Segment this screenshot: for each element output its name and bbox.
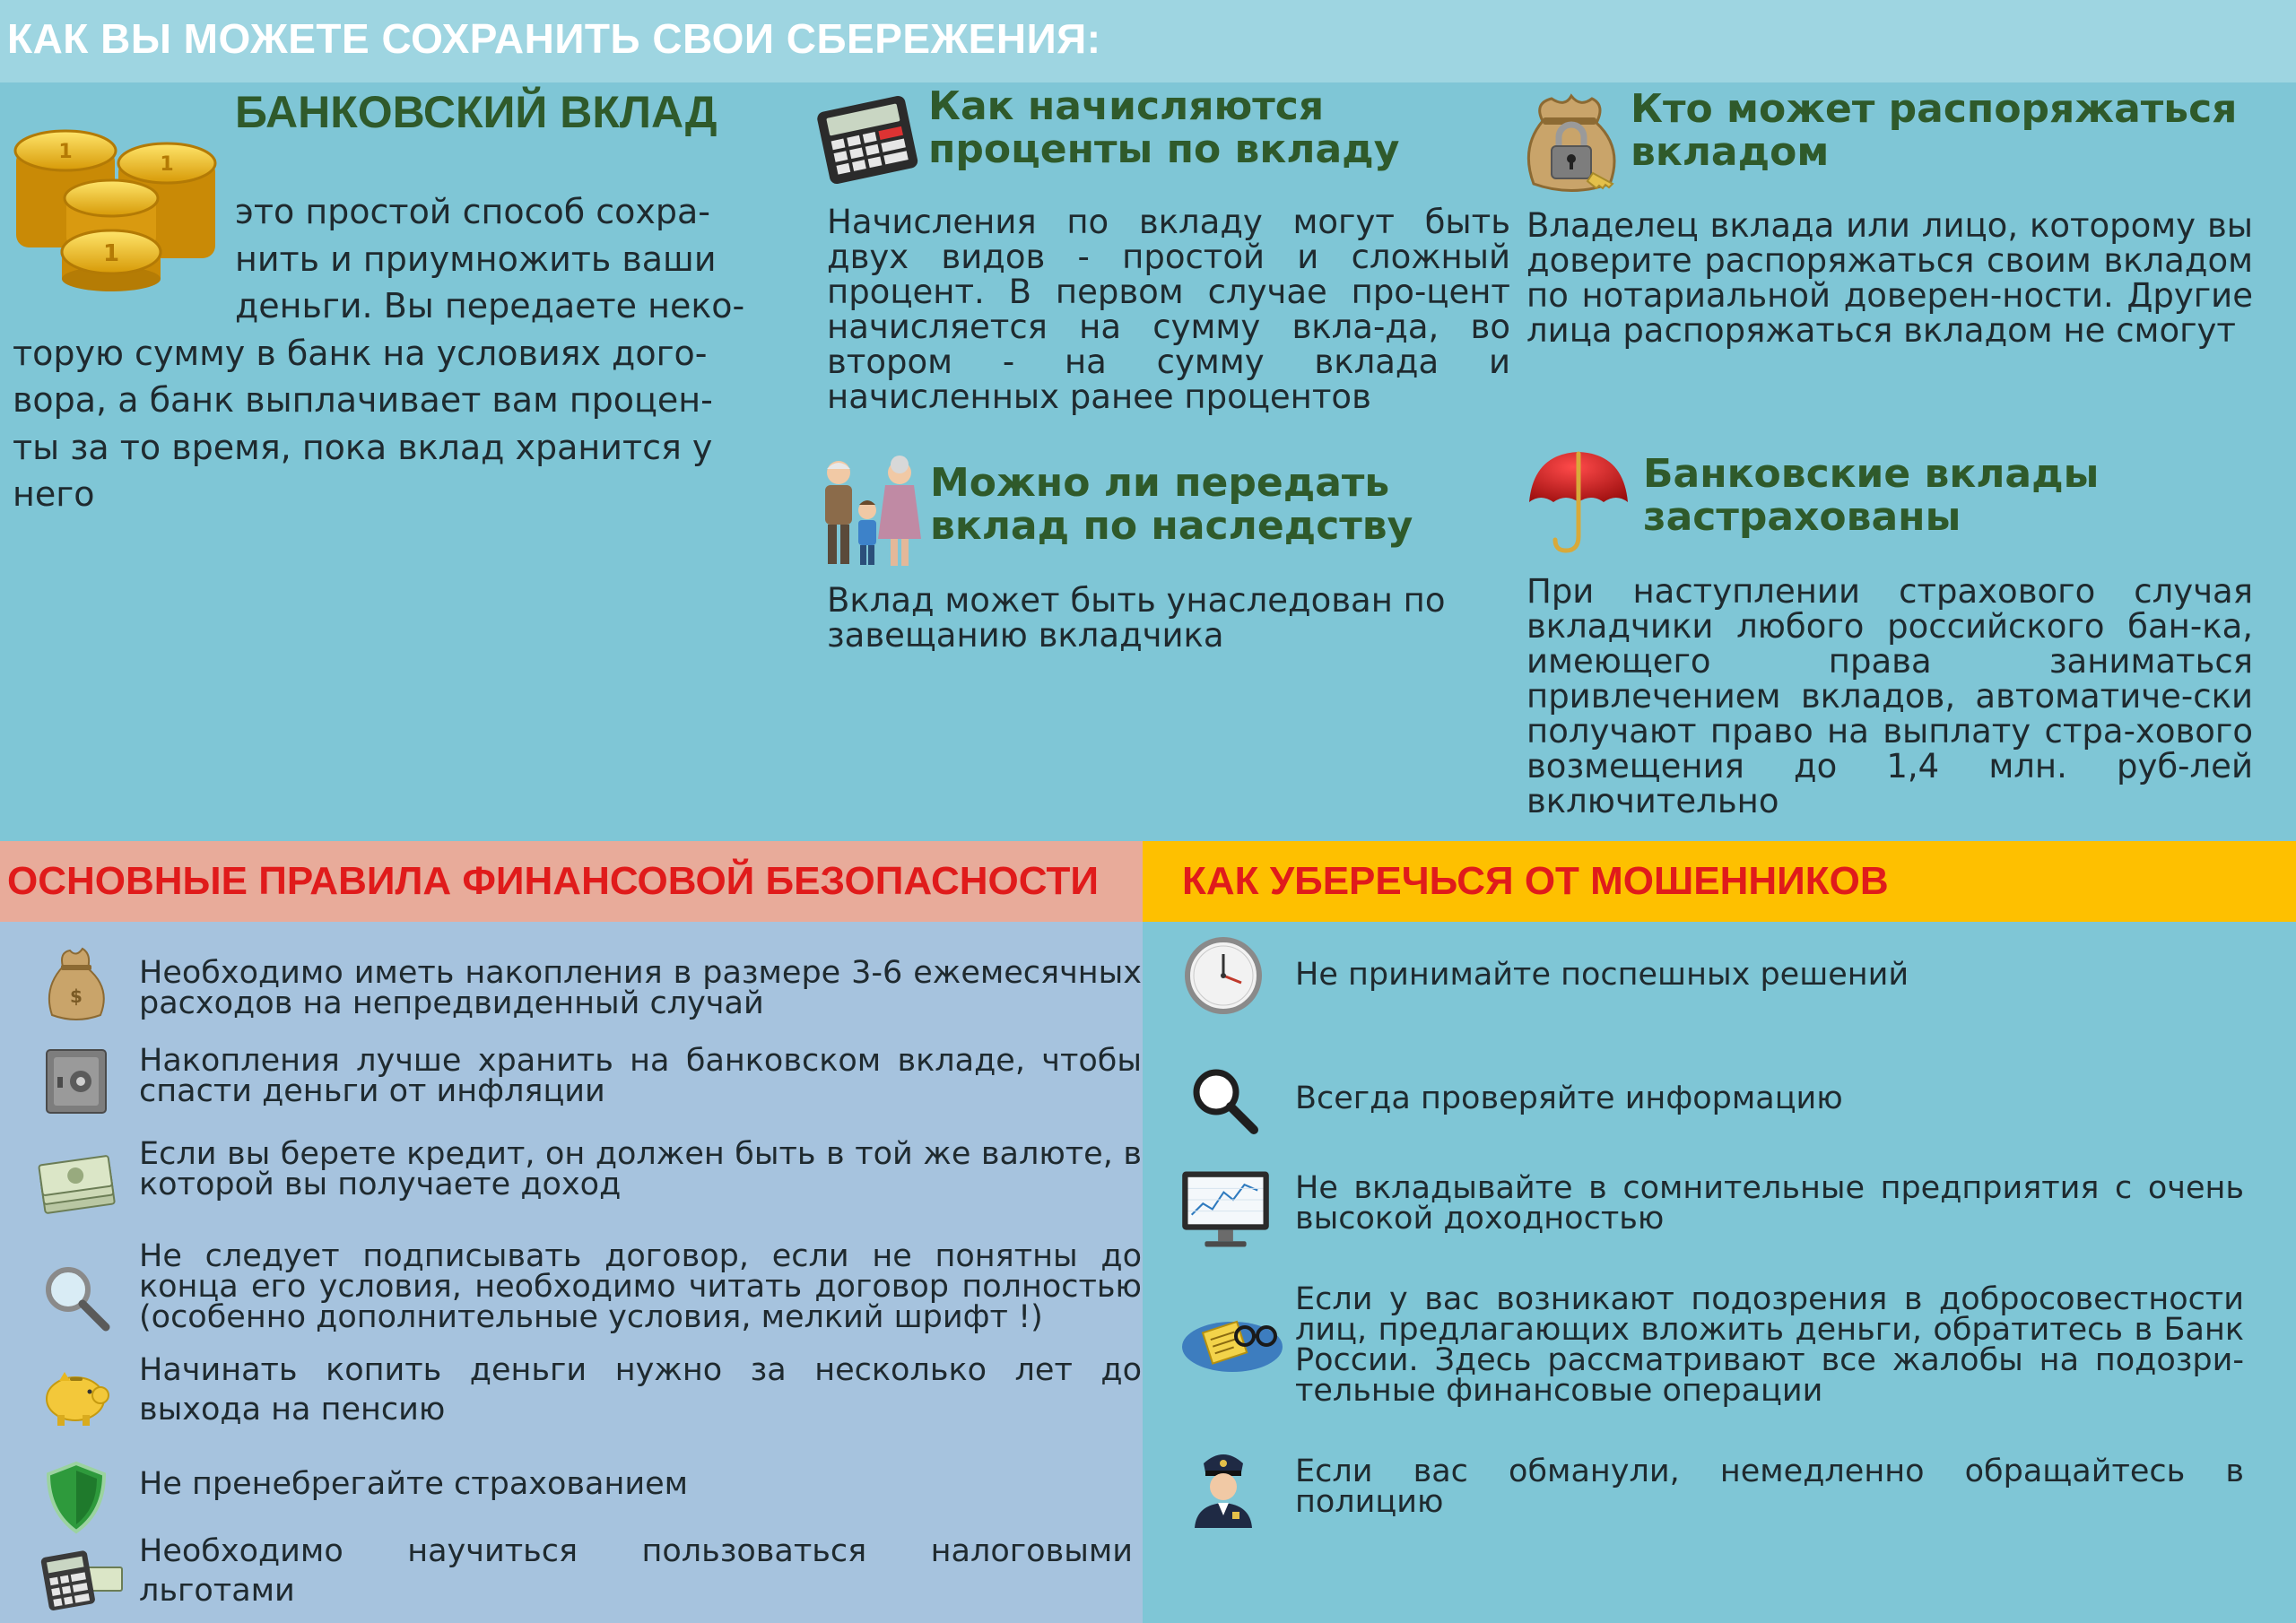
rules-header: [0, 841, 1143, 922]
piggy-bank-icon: [36, 1354, 117, 1435]
insured-title-line: Банковские вклады: [1643, 451, 2100, 497]
fraud-list: [1143, 922, 2296, 1623]
rule-text: Не следует подписывать договор, если не понятны до конца его условия, необходимо читать договор полностью (особенно дополнительные условия, мелкий шрифт !): [139, 1238, 1142, 1335]
fraud-text: Если вас обманули, немедленно обращайтесь в полицию: [1295, 1454, 2244, 1520]
bank-deposit-title: БАНКОВСКИЙ ВКЛАД: [235, 87, 718, 137]
family-icon: [812, 453, 926, 569]
interest-title: [928, 85, 1399, 170]
inheritance-title-line: вклад по наследству: [930, 502, 1413, 549]
calculator-icon: [812, 94, 924, 184]
inheritance-title-line: Можно ли передать: [930, 460, 1390, 506]
money-bag-icon: [36, 942, 117, 1022]
rules-list: [0, 922, 1143, 1623]
bank-text-line: ты за то время, пока вклад хранится у: [13, 427, 713, 467]
svg-text:$: $: [70, 985, 83, 1007]
who-manages-title-line: Кто может распоряжаться: [1631, 86, 2238, 132]
top-header: [0, 0, 2296, 82]
magnifier-icon: [36, 1259, 117, 1340]
bank-text-line: него: [13, 474, 95, 514]
fraud-text: Не вкладывайте в сомнительные предприятия с очень высокой доходностью: [1295, 1170, 2244, 1237]
money-bag-lock-icon: [1516, 85, 1628, 197]
rule-text: Накопления лучше хранить на банковском вкладе, чтобы спасти деньги от инфляции: [139, 1043, 1142, 1109]
umbrella-icon: [1525, 447, 1632, 559]
bank-deposit-text: [13, 188, 777, 518]
inheritance-text: Вклад может быть унаследован по завещанию вкладчика: [827, 581, 1446, 655]
rules-title: ОСНОВНЫЕ ПРАВИЛА ФИНАНСОВОЙ БЕЗОПАСНОСТИ: [7, 859, 1099, 903]
magnifier-icon: [1178, 1056, 1268, 1146]
police-officer-icon: [1178, 1442, 1268, 1532]
bank-text-line: торую сумму в банк на условиях дого-: [13, 333, 708, 373]
svg-text:1: 1: [58, 141, 73, 163]
fraud-header: [1143, 841, 2296, 922]
clock-icon: [1178, 931, 1268, 1020]
interest-title-line: Как начисляются: [928, 83, 1325, 129]
fraud-text: Всегда проверяйте информацию: [1295, 1081, 1843, 1116]
calculator-icon: [36, 1541, 126, 1621]
page-title: КАК ВЫ МОЖЕТЕ СОХРАНИТЬ СВОИ СБЕРЕЖЕНИЯ:: [7, 15, 1101, 62]
rule-text: Если вы берете кредит, он должен быть в той же валюте, в которой вы получаете доход: [139, 1136, 1142, 1202]
interest-text: Начисления по вкладу могут быть двух видов - простой и сложный процент. В первом случае про-цент начисляется на сумму вкла-да, во втором - на сумму вклада и начисленных ранее процентов: [827, 203, 1510, 416]
insured-title: [1643, 453, 2099, 538]
fraud-title: КАК УБЕРЕЧЬСЯ ОТ МОШЕННИКОВ: [1182, 859, 1889, 903]
svg-text:1: 1: [102, 240, 120, 267]
safe-icon: [36, 1041, 117, 1122]
bank-text-line: вора, а банк выплачивает вам процен-: [13, 380, 713, 420]
rule-text: Начинать копить деньги нужно за несколько лет до выхода на пенсию: [139, 1352, 1142, 1428]
who-manages-text: Владелец вклада или лицо, которому вы доверите распоряжаться своим вкладом по нотариальной доверен-ности. Другие лица распоряжаться вкладом не смогут: [1526, 206, 2253, 350]
rule-text: Необходимо иметь накопления в размере 3-6 ежемесячных расходов на непредвиденный случай: [139, 955, 1142, 1021]
shield-icon: [36, 1456, 117, 1537]
insured-text: При наступлении страхового случая вкладчики любого российского бан-ка, имеющего права заниматься привлечением вкладов, автоматиче-ски получают право на выплату стра-хового возмещения до 1,4 млн. руб-лей включительно: [1526, 572, 2253, 820]
glasses-document-icon: [1178, 1302, 1286, 1383]
svg-text:1: 1: [160, 153, 174, 176]
bank-text-line: нить и приумножить ваши: [235, 239, 717, 279]
insured-title-line: застрахованы: [1643, 493, 1961, 540]
inheritance-title: [930, 462, 1413, 547]
bank-text-line: деньги. Вы передаете неко-: [235, 286, 745, 325]
interest-title-line: проценты по вкладу: [928, 126, 1400, 172]
who-manages-title-line: вкладом: [1631, 128, 1830, 175]
rule-text: Необходимо научиться пользоваться налоговыми льготами: [139, 1533, 1133, 1609]
fraud-text: Не принимайте поспешных решений: [1295, 957, 1909, 993]
banknotes-icon: [36, 1141, 117, 1221]
fraud-text: Если у вас возникают подозрения в добросовестности лиц, предлагающих вложить деньги, обратитесь в Банк России. Здесь рассматривают все жалобы на подозри-тельные финансовые операции: [1295, 1281, 2244, 1409]
rule-text: Не пренебрегайте страхованием: [139, 1466, 689, 1502]
who-manages-title: [1631, 88, 2237, 173]
bank-text-line: это простой способ сохра-: [235, 192, 710, 231]
monitor-chart-icon: [1178, 1162, 1273, 1256]
